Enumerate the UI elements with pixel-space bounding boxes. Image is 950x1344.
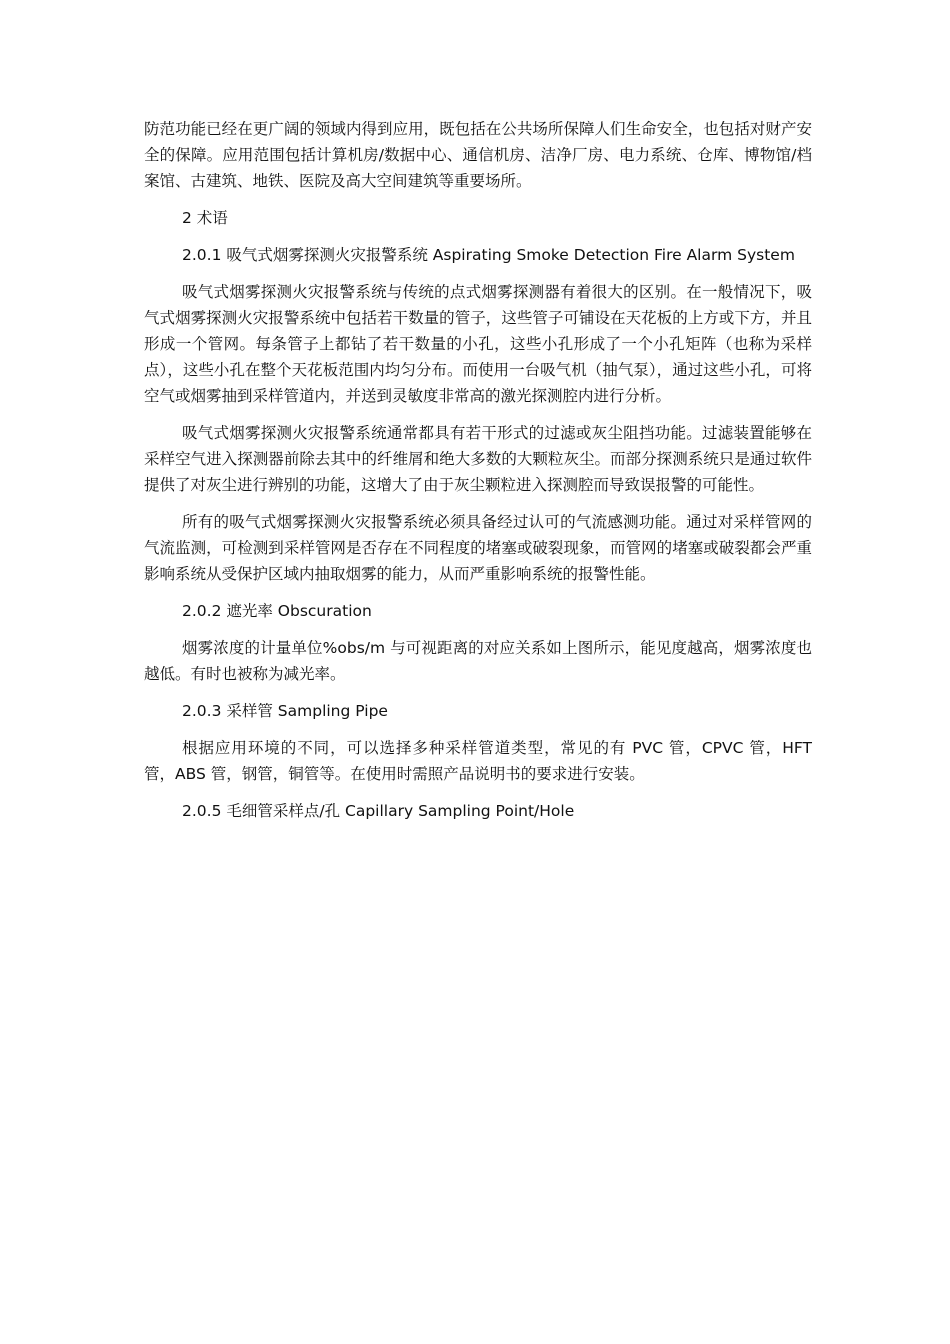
- section-heading-terms: 2 术语: [182, 209, 228, 227]
- term-heading-capillary-sampling: 2.0.5 毛细管采样点/孔 Capillary Sampling Point/Hole: [182, 802, 575, 820]
- document-page: [144, 116, 812, 835]
- intro-paragraph: 防范功能已经在更广阔的领域内得到应用，既包括在公共场所保障人们生命安全，也包括对财产安全的保障。应用范围包括计算机房/数据中心、通信机房、洁净厂房、电力系统、仓库、博物馆/档案馆、古建筑、地铁、医院及高大空间建筑等重要场所。: [144, 120, 812, 190]
- term-heading-sampling-pipe: 2.0.3 采样管 Sampling Pipe: [182, 702, 388, 720]
- body-paragraph-system-overview: 吸气式烟雾探测火灾报警系统与传统的点式烟雾探测器有着很大的区别。在一般情况下，吸气式烟雾探测火灾报警系统中包括若干数量的管子，这些管子可铺设在天花板的上方或下方，并且形成一个管网。每条管子上都钻了若干数量的小孔，这些小孔形成了一个小孔矩阵（也称为采样点），这些小孔在整个天花板范围内均匀分布。而使用一台吸气机（抽气泵），通过这些小孔，可将空气或烟雾抽到采样管道内，并送到灵敏度非常高的激光探测腔内进行分析。: [144, 283, 812, 405]
- body-paragraph-filtering: 吸气式烟雾探测火灾报警系统通常都具有若干形式的过滤或灰尘阻挡功能。过滤装置能够在采样空气进入探测器前除去其中的纤维屑和绝大多数的大颗粒灰尘。而部分探测系统只是通过软件提供了对灰尘进行辨别的功能，这增大了由于灰尘颗粒进入探测腔而导致误报警的可能性。: [144, 424, 812, 494]
- body-paragraph-obscuration: 烟雾浓度的计量单位%obs/m 与可视距离的对应关系如上图所示，能见度越高，烟雾浓度也越低。有时也被称为减光率。: [144, 639, 812, 683]
- body-paragraph-airflow: 所有的吸气式烟雾探测火灾报警系统必须具备经过认可的气流感测功能。通过对采样管网的气流监测，可检测到采样管网是否存在不同程度的堵塞或破裂现象，而管网的堵塞或破裂都会严重影响系统从受保护区域内抽取烟雾的能力，从而严重影响系统的报警性能。: [144, 513, 812, 583]
- term-heading-obscuration: 2.0.2 遮光率 Obscuration: [182, 602, 372, 620]
- term-heading-aspirating-system: 2.0.1 吸气式烟雾探测火灾报警系统 Aspirating Smoke Detection Fire Alarm System: [182, 246, 795, 264]
- body-paragraph-sampling-pipe: 根据应用环境的不同，可以选择多种采样管道类型，常见的有 PVC 管，CPVC 管，HFT 管，ABS 管，钢管，铜管等。在使用时需照产品说明书的要求进行安装。: [144, 739, 812, 783]
